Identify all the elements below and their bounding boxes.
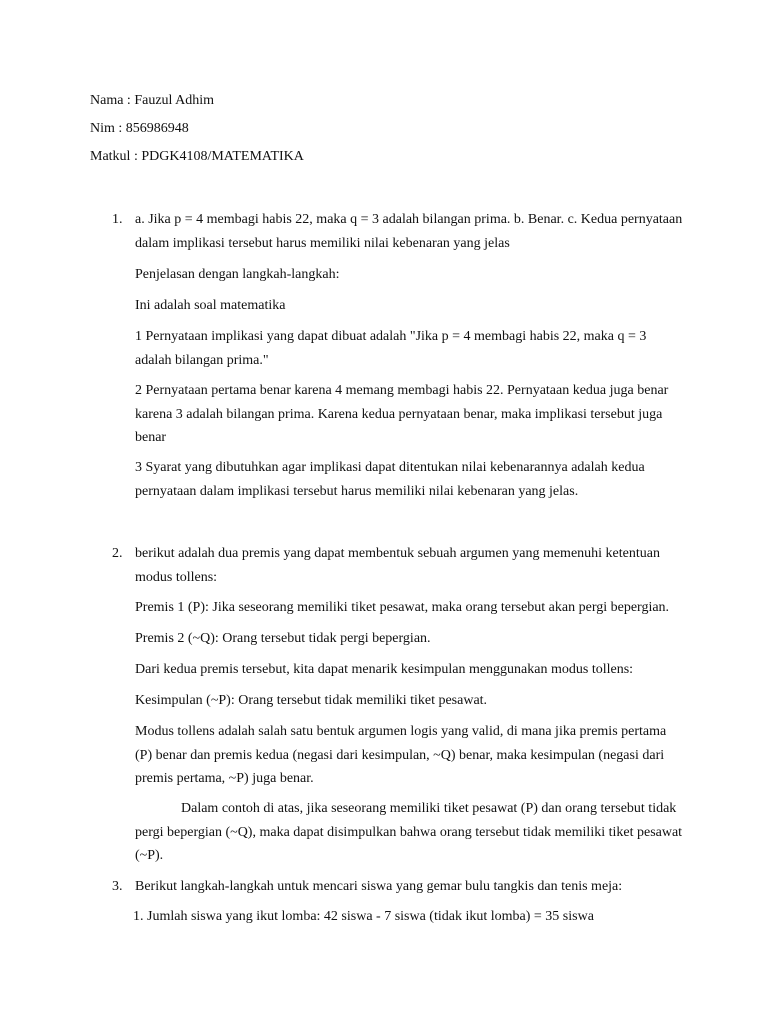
paragraph: Berikut langkah-langkah untuk mencari siswa yang gemar bulu tangkis dan tenis meja: (135, 879, 623, 894)
paragraph: Ini adalah soal matematika (135, 298, 286, 313)
paragraph: 1 Pernyataan implikasi yang dapat dibuat adalah "Jika p = 4 membagi habis 22, maka q = 3 adalah bilangan prima." (135, 329, 647, 368)
paragraph: Modus tollens adalah salah satu bentuk argumen logis yang valid, di mana jika premis pertama (P) benar dan premis kedua (negasi dari kesimpulan, ~Q) benar, maka kesimpulan (negasi dari premis pertama, ~P) juga benar. (135, 724, 667, 786)
student-nim: Nim : 856986948 (90, 121, 189, 136)
paragraph: Premis 2 (~Q): Orang tersebut tidak pergi bepergian. (135, 631, 431, 646)
course-code: Matkul : PDGK4108/MATEMATIKA (90, 149, 304, 164)
paragraph: Premis 1 (P): Jika seseorang memiliki tiket pesawat, maka orang tersebut akan pergi bepergian. (135, 600, 670, 615)
paragraph: a. Jika p = 4 membagi habis 22, maka q = 3 adalah bilangan prima. b. Benar. c. Kedua pernyataan dalam implikasi tersebut harus memiliki nilai kebenaran yang jelas (135, 212, 683, 251)
paragraph: Dalam contoh di atas, jika seseorang memiliki tiket pesawat (P) dan orang tersebut tidak pergi bepergian (~Q), maka dapat disimpulkan bahwa orang tersebut tidak memiliki tiket pesawat (~P). (135, 801, 683, 863)
paragraph: Dari kedua premis tersebut, kita dapat menarik kesimpulan menggunakan modus tollens: (135, 662, 634, 677)
sub-list-item: 1. Jumlah siswa yang ikut lomba: 42 siswa - 7 siswa (tidak ikut lomba) = 35 siswa (133, 909, 594, 924)
item-number: 2. (112, 546, 123, 561)
paragraph: Kesimpulan (~P): Orang tersebut tidak memiliki tiket pesawat. (135, 693, 488, 708)
paragraph: berikut adalah dua premis yang dapat membentuk sebuah argumen yang memenuhi ketentuan modus tollens: (135, 546, 660, 585)
student-name: Nama : Fauzul Adhim (90, 93, 215, 108)
paragraph: Penjelasan dengan langkah-langkah: (135, 267, 340, 282)
paragraph: 3 Syarat yang dibutuhkan agar implikasi dapat ditentukan nilai kebenarannya adalah kedua pernyataan dalam implikasi tersebut harus memiliki nilai kebenaran yang jelas. (135, 460, 645, 499)
item-number: 1. (112, 212, 123, 227)
item-number: 3. (112, 879, 123, 894)
paragraph: 2 Pernyataan pertama benar karena 4 memang membagi habis 22. Pernyataan kedua juga benar karena 3 adalah bilangan prima. Karena kedua pernyataan benar, maka implikasi tersebut juga benar (135, 383, 669, 445)
